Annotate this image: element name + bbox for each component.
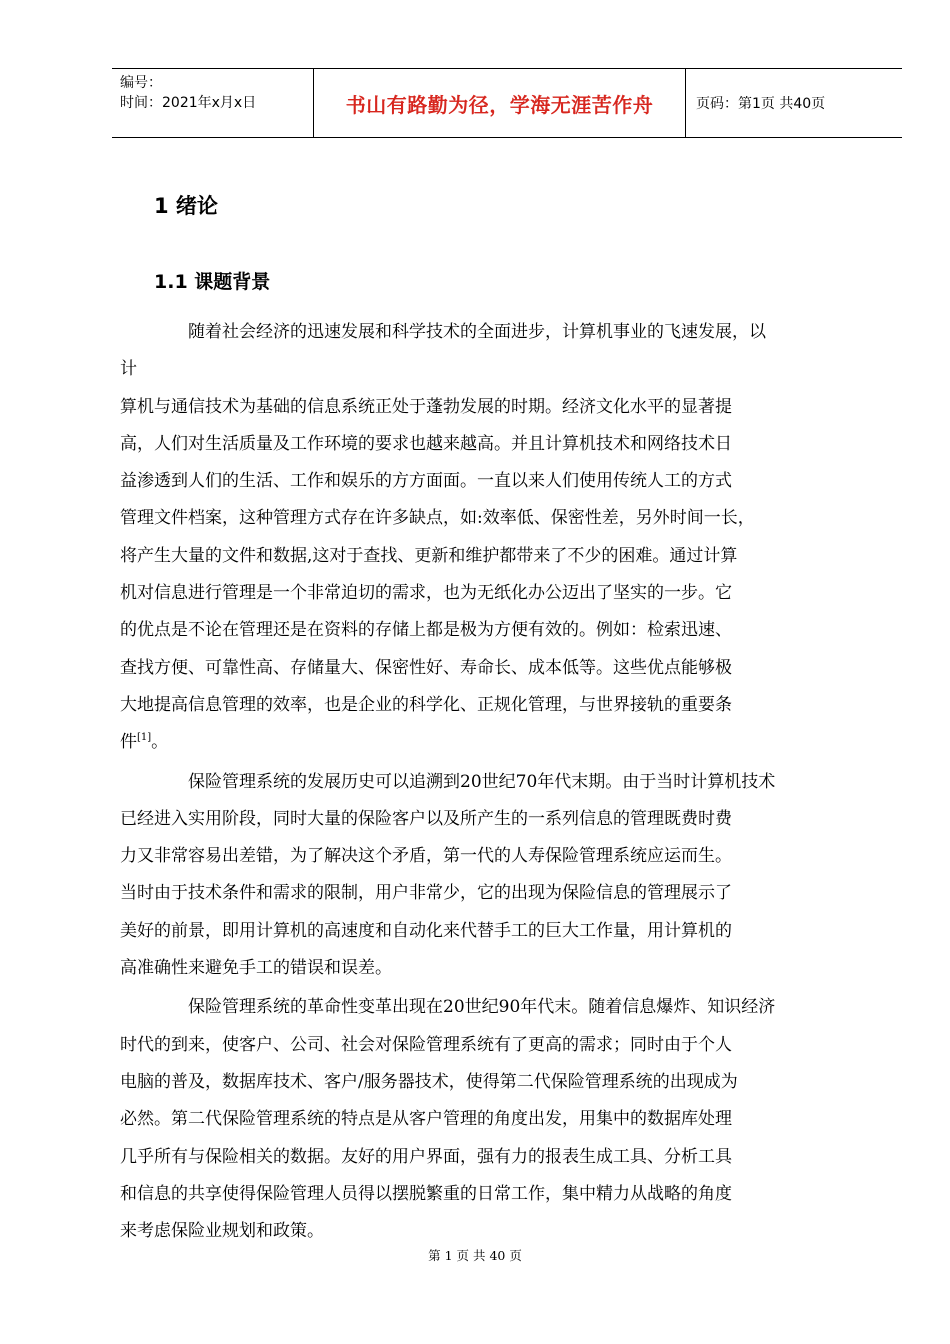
paragraph-line: 的优点是不论在管理还是在资料的存储上都是极为方便有效的。例如：检索迅速、 — [120, 620, 732, 641]
paragraph-line — [120, 724, 862, 761]
paragraph-line: 查找方便、可靠性高、存储量大、保密性好、寿命长、成本低等。这些优点能够极 — [120, 657, 732, 678]
paragraph-line: 机对信息进行管理是一个非常迫切的需求，也为无纸化办公迈出了坚实的一步。它 — [120, 583, 732, 604]
paragraph-line: 力又非常容易出差错，为了解决这个矛盾，第一代的人寿保险管理系统应运而生。 — [120, 846, 732, 867]
paragraph-line: 美好的前景，即用计算机的高速度和自动化来代替手工的巨大工作量，用计算机的 — [120, 920, 732, 941]
paragraph-line: 高，人们对生活质量及工作环境的要求也越来越高。并且计算机技术和网络技术日 — [120, 433, 732, 454]
paragraph-line: 将产生大量的文件和数据,这对于查找、更新和维护都带来了不少的困难。通过计算 — [120, 545, 738, 566]
paragraph-line: 当时由于技术条件和需求的限制，用户非常少，它的出现为保险信息的管理展示了 — [120, 883, 732, 904]
header-page-label: 页码：第1页 共40页 — [696, 96, 826, 112]
header-motto: 书山有路勤为径，学海无涯苦作舟 — [314, 69, 686, 137]
paragraph — [120, 764, 862, 988]
document-body — [120, 314, 862, 1252]
paragraph — [120, 314, 862, 762]
footer-page-number: 第 1 页 共 40 页 — [428, 1248, 522, 1263]
document-time-label: 时间：2021年x月x日 — [120, 95, 257, 111]
paragraph-line: 来考虑保险业规划和政策。 — [120, 1221, 324, 1242]
paragraph-line: 计 — [120, 359, 137, 380]
paragraph-line: 益渗透到人们的生活、工作和娱乐的方方面面。一直以来人们使用传统人工的方式 — [120, 471, 732, 492]
paragraph-last-text: 件 — [120, 732, 137, 753]
paragraph-line: 必然。第二代保险管理系统的特点是从客户管理的角度出发，用集中的数据库处理 — [120, 1109, 732, 1130]
document-number-label: 编号： — [120, 75, 162, 91]
paragraph — [120, 989, 862, 1250]
paragraph-line: 几乎所有与保险相关的数据。友好的用户界面，强有力的报表生成工具、分析工具 — [120, 1146, 732, 1167]
paragraph-line: 和信息的共享使得保险管理人员得以摆脱繁重的日常工作，集中精力从战略的角度 — [120, 1183, 732, 1204]
paragraph-line: 大地提高信息管理的效率，也是企业的科学化、正规化管理，与世界接轨的重要条 — [120, 694, 732, 715]
paragraph-line: 高准确性来避免手工的错误和误差。 — [120, 958, 392, 979]
paragraph-line: 时代的到来，使客户、公司、社会对保险管理系统有了更高的需求；同时由于个人 — [120, 1034, 732, 1055]
paragraph-line: 随着社会经济的迅速发展和科学技术的全面进步，计算机事业的飞速发展，以 — [188, 322, 766, 342]
page-footer — [0, 1246, 950, 1264]
section-title: 1.1 课题背景 — [154, 271, 271, 293]
paragraph-line: 电脑的普及，数据库技术、客户/服务器技术，使得第二代保险管理系统的出现成为 — [120, 1071, 738, 1092]
header-meta — [112, 69, 314, 137]
paragraph-line: 算机与通信技术为基础的信息系统正处于蓬勃发展的时期。经济文化水平的显著提 — [120, 396, 732, 417]
paragraph-line: 保险管理系统的革命性变革出现在20世纪90年代末。随着信息爆炸、知识经济 — [188, 997, 776, 1018]
citation-reference: [1] — [137, 732, 152, 744]
page-header — [112, 68, 902, 138]
paragraph-tail: 。 — [151, 732, 169, 753]
paragraph-line: 已经进入实用阶段，同时大量的保险客户以及所产生的一系列信息的管理既费时费 — [120, 808, 732, 829]
chapter-title: 1 绪论 — [154, 194, 218, 218]
paragraph-line: 管理文件档案，这种管理方式存在许多缺点，如:效率低、保密性差，另外时间一长， — [120, 508, 755, 529]
paragraph-line: 保险管理系统的发展历史可以追溯到20世纪70年代末期。由于当时计算机技术 — [188, 771, 776, 792]
